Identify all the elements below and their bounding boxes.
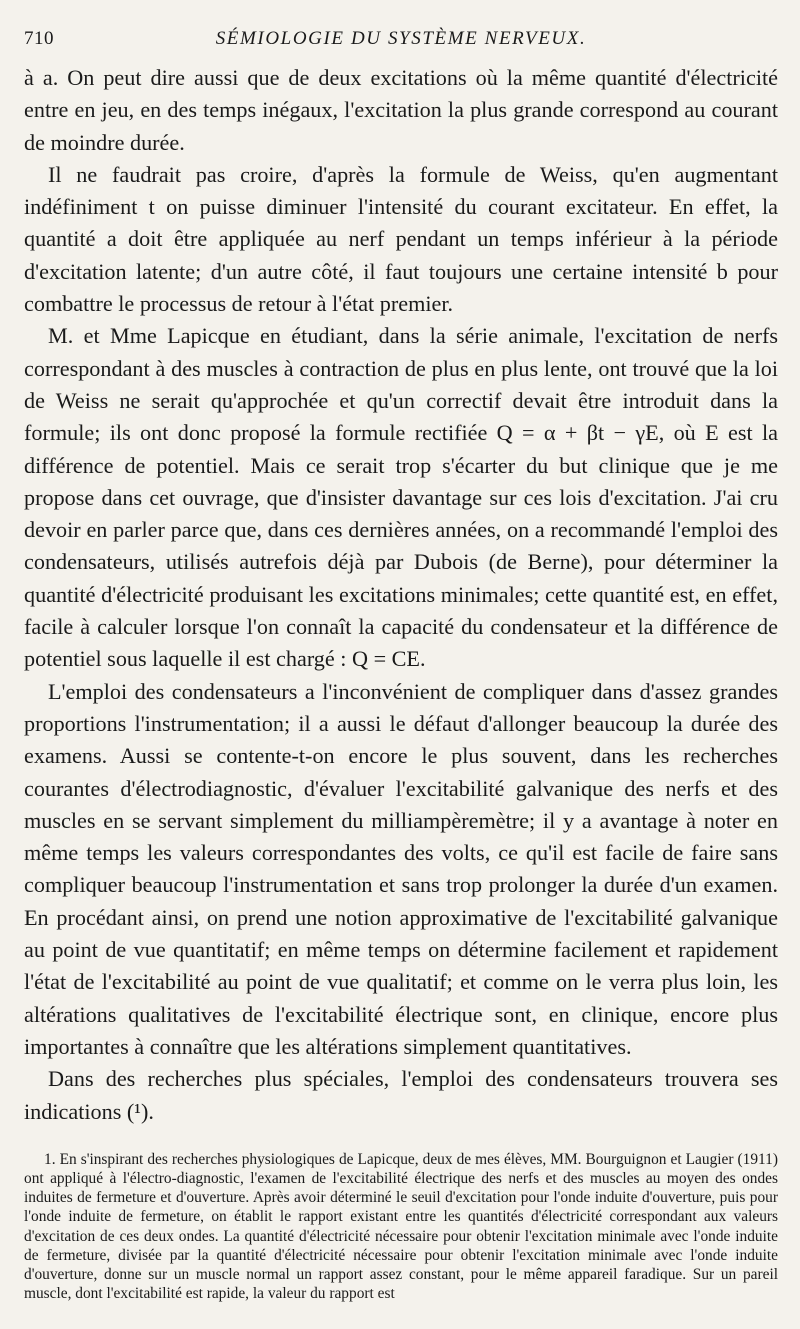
page-header: [24, 28, 778, 62]
paragraph-condensateurs: L'emploi des condensateurs a l'inconvénient de compliquer dans d'assez grandes proportions l'instrumentation; il a aussi le défaut d'allonger beaucoup la durée des examens. Aussi se contente-t-on encore le plus souvent, dans les recherches courantes d'électrodiagnostic, d'évaluer l'excitabilité galvanique des nerfs et des muscles en se servant simplement du milliampèremètre; il y a avantage à noter en même temps les valeurs correspondantes des volts, ce qu'il est facile de faire sans compliquer beaucoup l'instrumentation et sans trop prolonger la durée d'un examen. En procédant ainsi, on prend une notion approximative de l'excitabilité galvanique au point de vue quantitatif; en même temps on détermine facilement et rapidement l'état de l'excitabilité au point de vue qualitatif; et comme on le verra plus loin, les altérations qualitatives de l'excitabilité électrique sont, en clinique, encore plus importantes à connaître que les altérations simplement quantitatives.: [24, 678, 778, 1059]
paragraph-recherches-speciales: Dans des recherches plus spéciales, l'emploi des condensateurs trouvera ses indications (¹).: [24, 1066, 778, 1124]
body-text: [24, 62, 778, 1128]
paragraph-weiss: Il ne faudrait pas croire, d'après la formule de Weiss, qu'en augmentant indéfiniment t on puisse diminuer l'intensité du courant excitateur. En effet, la quantité a doit être appliquée au nerf pendant un temps inférieur à la période d'excitation latente; d'un autre côté, il faut toujours une certaine intensité b pour combattre le processus de retour à l'état premier.: [24, 161, 778, 317]
footnotes: [24, 1150, 778, 1304]
footnote-1: 1. En s'inspirant des recherches physiologiques de Lapicque, deux de mes élèves, MM. Bourguignon et Laugier (1911) ont appliqué à l'électro-diagnostic, l'examen de l'excitabilité électrique des nerfs et des muscles au moyen des ondes induites de fermeture et d'ouverture. Après avoir déterminé le seuil d'excitation pour l'onde induite d'ouverture, puis pour l'onde induite de fermeture, on établit le rapport existant entre les quantités d'électricité correspondant aux valeurs d'excitation de ces deux ondes. La quantité d'électricité nécessaire pour obtenir l'excitation minimale avec l'onde induite de fermeture, divisée par la quantité d'électricité nécessaire pour obtenir l'excitation minimale avec l'onde induite d'ouverture, donne sur un muscle normal un rapport assez constant, pour le même appareil faradique. Sur un pareil muscle, dont l'excitabilité est rapide, la valeur du rapport est: [24, 1150, 778, 1303]
paragraph-continuation: à a. On peut dire aussi que de deux excitations où la même quantité d'électricité entre en jeu, en des temps inégaux, l'excitation la plus grande correspond au courant de moindre durée.: [24, 65, 778, 155]
paragraph-lapicque: M. et Mme Lapicque en étudiant, dans la série animale, l'excitation de nerfs correspondant à des muscles à contraction de plus en plus lente, ont trouvé que la loi de Weiss ne serait qu'approchée et qu'un correctif devait être introduit dans la formule; ils ont donc proposé la formule rectifiée Q = α + βt − γE, où E est la différence de potentiel. Mais ce serait trop s'écarter du but clinique que je me propose dans cet ouvrage, que d'insister davantage sur ces lois d'excitation. J'ai cru devoir en parler parce que, dans ces dernières années, on a recommandé l'emploi des condensateurs, utilisés autrefois déjà par Dubois (de Berne), pour déterminer la quantité d'électricité produisant les excitations minimales; cette quantité est, en effet, facile à calculer lorsque l'on connaît la capacité du condensateur et la différence de potentiel sous laquelle il est chargé : Q = CE.: [24, 323, 778, 672]
running-title: SÉMIOLOGIE DU SYSTÈME NERVEUX.: [215, 28, 587, 49]
page-number: 710: [24, 28, 54, 49]
